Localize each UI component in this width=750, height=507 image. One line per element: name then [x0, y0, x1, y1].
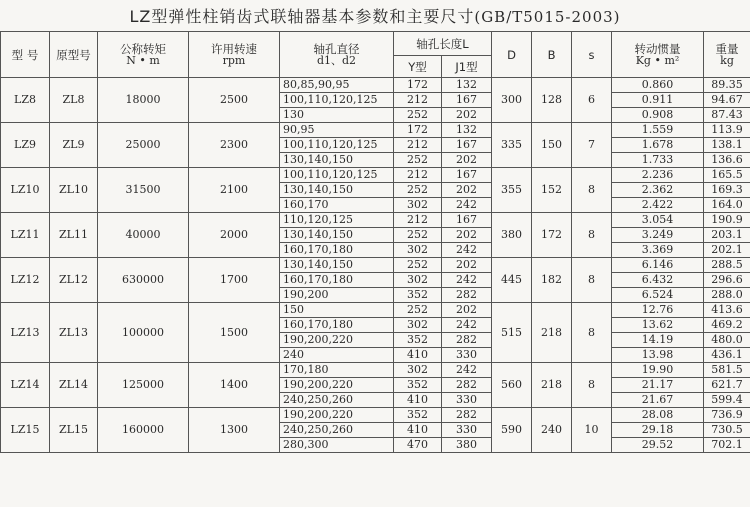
j1-length-cell: 242	[442, 363, 492, 378]
s-cell: 8	[572, 303, 612, 363]
model-cell: LZ14	[1, 363, 50, 408]
header-torque	[98, 32, 189, 78]
table-row	[1, 303, 750, 318]
y-length-cell: 212	[394, 93, 442, 108]
weight-cell: 480.0	[704, 333, 750, 348]
page-title	[0, 4, 750, 30]
header-s: s	[572, 32, 612, 78]
y-length-cell: 172	[394, 78, 442, 93]
bore-cell: 190,200,220	[280, 333, 394, 348]
j1-length-cell: 132	[442, 123, 492, 138]
bore-cell: 90,95	[280, 123, 394, 138]
B-cell: 172	[532, 213, 572, 258]
D-cell: 300	[492, 78, 532, 123]
bore-cell: 100,110,120,125	[280, 138, 394, 153]
torque-cell: 100000	[98, 303, 189, 363]
j1-length-cell: 242	[442, 273, 492, 288]
j1-length-cell: 330	[442, 348, 492, 363]
j1-length-cell: 242	[442, 198, 492, 213]
j1-length-cell: 167	[442, 168, 492, 183]
bore-cell: 190,200,220	[280, 408, 394, 423]
speed-cell: 1300	[189, 408, 280, 453]
y-length-cell: 302	[394, 318, 442, 333]
weight-cell: 113.9	[704, 123, 750, 138]
bore-cell: 160,170,180	[280, 273, 394, 288]
inertia-cell: 14.19	[612, 333, 704, 348]
header-D: D	[492, 32, 532, 78]
inertia-cell: 3.369	[612, 243, 704, 258]
bore-cell: 160,170,180	[280, 243, 394, 258]
header-y-type: Y型	[394, 56, 442, 78]
inertia-cell: 3.249	[612, 228, 704, 243]
y-length-cell: 252	[394, 153, 442, 168]
weight-cell: 599.4	[704, 393, 750, 408]
speed-cell: 2500	[189, 78, 280, 123]
torque-cell: 160000	[98, 408, 189, 453]
inertia-cell: 19.90	[612, 363, 704, 378]
header-B: B	[532, 32, 572, 78]
weight-cell: 413.6	[704, 303, 750, 318]
weight-cell: 94.67	[704, 93, 750, 108]
torque-cell: 31500	[98, 168, 189, 213]
j1-length-cell: 282	[442, 333, 492, 348]
header-bore	[280, 32, 394, 78]
torque-cell: 125000	[98, 363, 189, 408]
header-weight-label: 重量	[715, 41, 739, 56]
weight-cell: 581.5	[704, 363, 750, 378]
B-cell: 182	[532, 258, 572, 303]
inertia-cell: 12.76	[612, 303, 704, 318]
bore-cell: 100,110,120,125	[280, 93, 394, 108]
orig-model-cell: ZL9	[50, 123, 98, 168]
inertia-cell: 29.52	[612, 438, 704, 453]
inertia-cell: 21.17	[612, 378, 704, 393]
header-speed	[189, 32, 280, 78]
s-cell: 8	[572, 363, 612, 408]
j1-length-cell: 242	[442, 318, 492, 333]
table-header	[1, 32, 750, 78]
j1-length-cell: 202	[442, 228, 492, 243]
header-j1-type: J1型	[442, 56, 492, 78]
weight-cell: 296.6	[704, 273, 750, 288]
j1-length-cell: 167	[442, 138, 492, 153]
j1-length-cell: 330	[442, 423, 492, 438]
y-length-cell: 252	[394, 303, 442, 318]
inertia-cell: 2.362	[612, 183, 704, 198]
header-torque-label: 公称转矩	[120, 41, 166, 56]
header-inertia-label: 转动惯量	[634, 41, 681, 56]
y-length-cell: 252	[394, 108, 442, 123]
header-model: 型 号	[1, 32, 50, 78]
s-cell: 8	[572, 168, 612, 213]
speed-cell: 2300	[189, 123, 280, 168]
model-cell: LZ9	[1, 123, 50, 168]
header-inertia	[612, 32, 704, 78]
header-bore-sub: d1、d2	[316, 53, 357, 67]
D-cell: 355	[492, 168, 532, 213]
j1-length-cell: 202	[442, 183, 492, 198]
j1-length-cell: 380	[442, 438, 492, 453]
y-length-cell: 410	[394, 393, 442, 408]
weight-cell: 702.1	[704, 438, 750, 453]
weight-cell: 136.6	[704, 153, 750, 168]
inertia-cell: 6.524	[612, 288, 704, 303]
torque-cell: 25000	[98, 123, 189, 168]
bore-cell: 80,85,90,95	[280, 78, 394, 93]
model-cell: LZ13	[1, 303, 50, 363]
bore-cell: 130,140,150	[280, 183, 394, 198]
weight-cell: 190.9	[704, 213, 750, 228]
D-cell: 590	[492, 408, 532, 453]
orig-model-cell: ZL8	[50, 78, 98, 123]
table-row	[1, 123, 750, 138]
y-length-cell: 252	[394, 228, 442, 243]
torque-cell: 630000	[98, 258, 189, 303]
speed-cell: 1400	[189, 363, 280, 408]
B-cell: 152	[532, 168, 572, 213]
speed-cell: 1700	[189, 258, 280, 303]
weight-cell: 730.5	[704, 423, 750, 438]
bore-cell: 110,120,125	[280, 213, 394, 228]
D-cell: 560	[492, 363, 532, 408]
title-standard: (GB/T5015-2003)	[474, 8, 621, 26]
orig-model-cell: ZL14	[50, 363, 98, 408]
table-row	[1, 78, 750, 93]
j1-length-cell: 202	[442, 153, 492, 168]
weight-cell: 436.1	[704, 348, 750, 363]
inertia-cell: 13.98	[612, 348, 704, 363]
s-cell: 8	[572, 258, 612, 303]
weight-cell: 138.1	[704, 138, 750, 153]
bore-cell: 100,110,120,125	[280, 168, 394, 183]
torque-cell: 40000	[98, 213, 189, 258]
bore-cell: 190,200,220	[280, 378, 394, 393]
bore-cell: 240,250,260	[280, 393, 394, 408]
weight-cell: 169.3	[704, 183, 750, 198]
bore-cell: 170,180	[280, 363, 394, 378]
header-inertia-unit: Kg • m²	[635, 53, 680, 67]
y-length-cell: 352	[394, 288, 442, 303]
B-cell: 128	[532, 78, 572, 123]
B-cell: 240	[532, 408, 572, 453]
bore-cell: 130	[280, 108, 394, 123]
header-torque-unit: N • m	[126, 53, 160, 67]
bore-cell: 280,300	[280, 438, 394, 453]
table-row	[1, 168, 750, 183]
y-length-cell: 352	[394, 408, 442, 423]
inertia-cell: 1.733	[612, 153, 704, 168]
y-length-cell: 410	[394, 423, 442, 438]
bore-cell: 190,200	[280, 288, 394, 303]
table-row	[1, 363, 750, 378]
bore-cell: 240,250,260	[280, 423, 394, 438]
weight-cell: 165.5	[704, 168, 750, 183]
inertia-cell: 0.860	[612, 78, 704, 93]
header-speed-label: 许用转速	[211, 41, 257, 56]
model-cell: LZ11	[1, 213, 50, 258]
s-cell: 8	[572, 213, 612, 258]
y-length-cell: 302	[394, 363, 442, 378]
inertia-cell: 0.908	[612, 108, 704, 123]
y-length-cell: 302	[394, 243, 442, 258]
header-speed-unit: rpm	[222, 53, 246, 67]
B-cell: 150	[532, 123, 572, 168]
inertia-cell: 28.08	[612, 408, 704, 423]
y-length-cell: 352	[394, 333, 442, 348]
bore-cell: 160,170,180	[280, 318, 394, 333]
inertia-cell: 3.054	[612, 213, 704, 228]
D-cell: 445	[492, 258, 532, 303]
bore-cell: 130,140,150	[280, 153, 394, 168]
inertia-cell: 6.146	[612, 258, 704, 273]
orig-model-cell: ZL12	[50, 258, 98, 303]
weight-cell: 621.7	[704, 378, 750, 393]
table-row	[1, 258, 750, 273]
model-cell: LZ10	[1, 168, 50, 213]
header-weight-unit: kg	[720, 53, 734, 67]
weight-cell: 736.9	[704, 408, 750, 423]
orig-model-cell: ZL15	[50, 408, 98, 453]
D-cell: 380	[492, 213, 532, 258]
y-length-cell: 212	[394, 168, 442, 183]
weight-cell: 87.43	[704, 108, 750, 123]
weight-cell: 164.0	[704, 198, 750, 213]
y-length-cell: 410	[394, 348, 442, 363]
bore-cell: 240	[280, 348, 394, 363]
s-cell: 6	[572, 78, 612, 123]
orig-model-cell: ZL13	[50, 303, 98, 363]
B-cell: 218	[532, 363, 572, 408]
j1-length-cell: 202	[442, 303, 492, 318]
y-length-cell: 172	[394, 123, 442, 138]
inertia-cell: 29.18	[612, 423, 704, 438]
j1-length-cell: 282	[442, 408, 492, 423]
B-cell: 218	[532, 303, 572, 363]
coupling-spec-table	[0, 31, 750, 453]
table-row	[1, 408, 750, 423]
weight-cell: 89.35	[704, 78, 750, 93]
y-length-cell: 352	[394, 378, 442, 393]
orig-model-cell: ZL11	[50, 213, 98, 258]
header-length: 轴孔长度L	[394, 32, 492, 56]
weight-cell: 288.0	[704, 288, 750, 303]
weight-cell: 203.1	[704, 228, 750, 243]
speed-cell: 2000	[189, 213, 280, 258]
title-main: LZ型弹性柱销齿式联轴器基本参数和主要尺寸	[129, 7, 475, 26]
inertia-cell: 0.911	[612, 93, 704, 108]
j1-length-cell: 167	[442, 93, 492, 108]
header-orig-model: 原型号	[50, 32, 98, 78]
bore-cell: 150	[280, 303, 394, 318]
j1-length-cell: 242	[442, 243, 492, 258]
bore-cell: 160,170	[280, 198, 394, 213]
j1-length-cell: 202	[442, 258, 492, 273]
j1-length-cell: 132	[442, 78, 492, 93]
y-length-cell: 212	[394, 138, 442, 153]
inertia-cell: 2.422	[612, 198, 704, 213]
j1-length-cell: 202	[442, 108, 492, 123]
bore-cell: 130,140,150	[280, 228, 394, 243]
j1-length-cell: 282	[442, 378, 492, 393]
j1-length-cell: 167	[442, 213, 492, 228]
inertia-cell: 6.432	[612, 273, 704, 288]
j1-length-cell: 330	[442, 393, 492, 408]
header-bore-label: 轴孔直径	[313, 41, 360, 56]
weight-cell: 288.5	[704, 258, 750, 273]
header-weight	[704, 32, 750, 78]
y-length-cell: 252	[394, 183, 442, 198]
s-cell: 10	[572, 408, 612, 453]
torque-cell: 18000	[98, 78, 189, 123]
j1-length-cell: 282	[442, 288, 492, 303]
inertia-cell: 1.559	[612, 123, 704, 138]
s-cell: 7	[572, 123, 612, 168]
inertia-cell: 13.62	[612, 318, 704, 333]
y-length-cell: 252	[394, 258, 442, 273]
y-length-cell: 212	[394, 213, 442, 228]
bore-cell: 130,140,150	[280, 258, 394, 273]
weight-cell: 469.2	[704, 318, 750, 333]
speed-cell: 1500	[189, 303, 280, 363]
model-cell: LZ8	[1, 78, 50, 123]
D-cell: 515	[492, 303, 532, 363]
weight-cell: 202.1	[704, 243, 750, 258]
y-length-cell: 302	[394, 198, 442, 213]
y-length-cell: 470	[394, 438, 442, 453]
inertia-cell: 2.236	[612, 168, 704, 183]
model-cell: LZ15	[1, 408, 50, 453]
inertia-cell: 21.67	[612, 393, 704, 408]
table-row	[1, 213, 750, 228]
D-cell: 335	[492, 123, 532, 168]
inertia-cell: 1.678	[612, 138, 704, 153]
table-body	[1, 78, 750, 453]
model-cell: LZ12	[1, 258, 50, 303]
y-length-cell: 302	[394, 273, 442, 288]
speed-cell: 2100	[189, 168, 280, 213]
orig-model-cell: ZL10	[50, 168, 98, 213]
